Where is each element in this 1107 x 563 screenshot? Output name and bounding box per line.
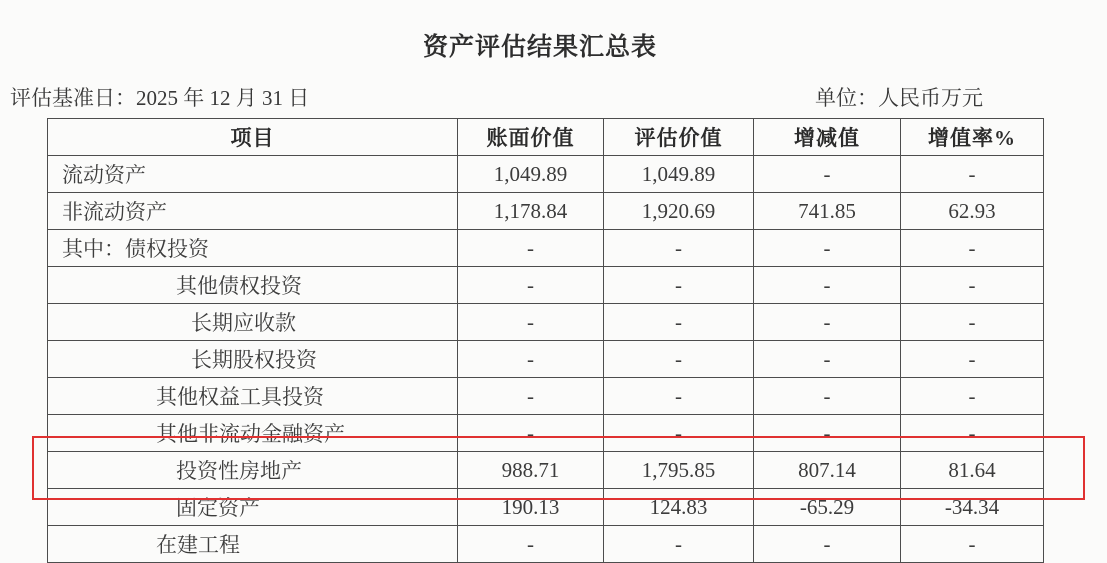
value-cell: - [604, 378, 754, 415]
value-cell: -65.29 [754, 489, 901, 526]
appraisal-base-date: 评估基准日：2025 年 12 月 31 日 [10, 86, 310, 110]
item-cell: 在建工程 [48, 526, 458, 563]
item-cell: 其他非流动金融资产 [48, 415, 458, 452]
header-cell: 项目 [48, 119, 458, 156]
value-cell: - [458, 378, 604, 415]
value-cell: - [754, 526, 901, 563]
table-row [48, 193, 1044, 230]
table-row-highlighted [48, 452, 1044, 489]
table-row [48, 489, 1044, 526]
header-cell: 评估价值 [604, 119, 754, 156]
value-cell: - [754, 304, 901, 341]
value-cell: 1,920.69 [604, 193, 754, 230]
item-cell: 投资性房地产 [48, 452, 458, 489]
value-cell: 81.64 [901, 452, 1044, 489]
item-cell: 长期应收款 [48, 304, 458, 341]
value-cell: 62.93 [901, 193, 1044, 230]
value-cell: - [901, 304, 1044, 341]
page-title: 资产评估结果汇总表 [422, 34, 657, 61]
value-cell: - [901, 378, 1044, 415]
value-cell: - [901, 230, 1044, 267]
value-cell: 807.14 [754, 452, 901, 489]
value-cell: - [604, 304, 754, 341]
value-cell: 988.71 [458, 452, 604, 489]
value-cell: 190.13 [458, 489, 604, 526]
value-cell: - [901, 341, 1044, 378]
item-cell: 流动资产 [48, 156, 458, 193]
value-cell: - [754, 156, 901, 193]
value-cell: 741.85 [754, 193, 901, 230]
header-cell: 增值率% [901, 119, 1044, 156]
summary-table [47, 118, 1044, 563]
table-body [48, 156, 1044, 563]
header-cell: 增减值 [754, 119, 901, 156]
currency-unit-label: 单位：人民币万元 [815, 86, 983, 110]
value-cell: - [901, 156, 1044, 193]
value-cell: - [901, 267, 1044, 304]
value-cell: 124.83 [604, 489, 754, 526]
value-cell: - [901, 526, 1044, 563]
header-row [48, 119, 1044, 156]
value-cell: - [604, 230, 754, 267]
table-row [48, 267, 1044, 304]
item-cell: 长期股权投资 [48, 341, 458, 378]
value-cell: - [458, 415, 604, 452]
item-cell: 其他债权投资 [48, 267, 458, 304]
value-cell: 1,795.85 [604, 452, 754, 489]
value-cell: - [754, 230, 901, 267]
table-row [48, 341, 1044, 378]
table-row [48, 378, 1044, 415]
value-cell: 1,049.89 [604, 156, 754, 193]
header-cell: 账面价值 [458, 119, 604, 156]
value-cell: - [604, 526, 754, 563]
table-row [48, 230, 1044, 267]
value-cell: - [458, 230, 604, 267]
value-cell: 1,049.89 [458, 156, 604, 193]
value-cell: - [754, 415, 901, 452]
table-row [48, 526, 1044, 563]
value-cell: - [458, 304, 604, 341]
value-cell: - [458, 267, 604, 304]
value-cell: - [754, 267, 901, 304]
table-row [48, 415, 1044, 452]
item-cell: 其中：债权投资 [48, 230, 458, 267]
value-cell: 1,178.84 [458, 193, 604, 230]
table-row [48, 156, 1044, 193]
item-cell: 固定资产 [48, 489, 458, 526]
value-cell: -34.34 [901, 489, 1044, 526]
value-cell: - [754, 378, 901, 415]
value-cell: - [604, 415, 754, 452]
item-cell: 其他权益工具投资 [48, 378, 458, 415]
value-cell: - [604, 267, 754, 304]
value-cell: - [458, 341, 604, 378]
value-cell: - [754, 341, 901, 378]
item-cell: 非流动资产 [48, 193, 458, 230]
value-cell: - [901, 415, 1044, 452]
value-cell: - [458, 526, 604, 563]
table-row [48, 304, 1044, 341]
value-cell: - [604, 341, 754, 378]
